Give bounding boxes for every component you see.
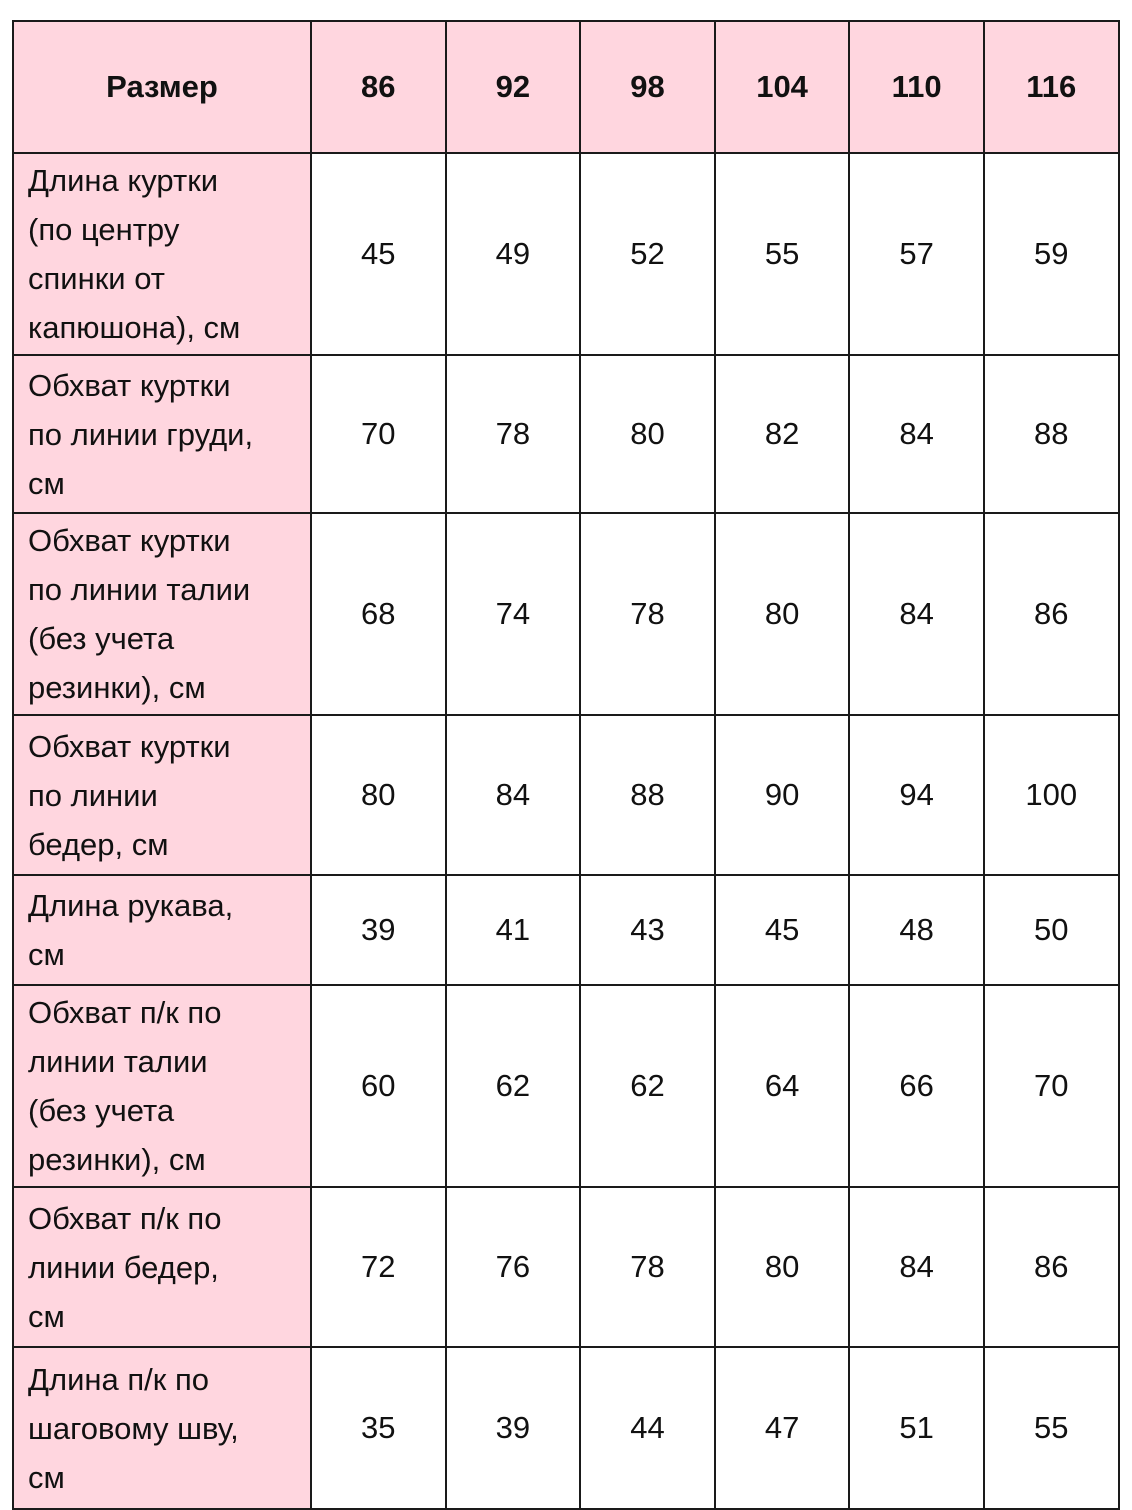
measurement-value: 49 xyxy=(446,153,581,355)
measurement-value: 62 xyxy=(580,985,715,1187)
measurement-value: 55 xyxy=(984,1347,1119,1509)
measurement-value: 82 xyxy=(715,355,850,513)
size-header-cell: 98 xyxy=(580,21,715,153)
table-row xyxy=(13,875,1119,985)
measurement-value: 90 xyxy=(715,715,850,875)
size-header-cell: 86 xyxy=(311,21,446,153)
measurement-value: 84 xyxy=(849,355,984,513)
size-header-cell: 110 xyxy=(849,21,984,153)
measurement-value: 43 xyxy=(580,875,715,985)
measurement-value: 88 xyxy=(580,715,715,875)
measurement-value: 70 xyxy=(984,985,1119,1187)
measurement-value: 60 xyxy=(311,985,446,1187)
measurement-value: 48 xyxy=(849,875,984,985)
measurement-value: 86 xyxy=(984,513,1119,715)
table-row xyxy=(13,1347,1119,1509)
measurement-value: 47 xyxy=(715,1347,850,1509)
measurement-value: 51 xyxy=(849,1347,984,1509)
measurement-value: 52 xyxy=(580,153,715,355)
measurement-value: 45 xyxy=(715,875,850,985)
measurement-value: 80 xyxy=(715,1187,850,1347)
measurement-value: 80 xyxy=(580,355,715,513)
table-row xyxy=(13,1187,1119,1347)
measurement-value: 100 xyxy=(984,715,1119,875)
measurement-value: 78 xyxy=(580,513,715,715)
measurement-value: 62 xyxy=(446,985,581,1187)
measurement-label: Обхват п/к по линии бедер, см xyxy=(13,1187,311,1347)
size-header-cell: 104 xyxy=(715,21,850,153)
measurement-value: 39 xyxy=(311,875,446,985)
measurement-value: 80 xyxy=(311,715,446,875)
measurement-value: 86 xyxy=(984,1187,1119,1347)
measurement-value: 76 xyxy=(446,1187,581,1347)
measurement-value: 84 xyxy=(849,1187,984,1347)
size-header-label: Размер xyxy=(13,21,311,153)
measurement-value: 74 xyxy=(446,513,581,715)
measurement-value: 64 xyxy=(715,985,850,1187)
measurement-label: Длина рукава, см xyxy=(13,875,311,985)
measurement-value: 45 xyxy=(311,153,446,355)
size-header-cell: 92 xyxy=(446,21,581,153)
table-row xyxy=(13,153,1119,355)
measurement-value: 41 xyxy=(446,875,581,985)
measurement-label: Обхват куртки по линии бедер, см xyxy=(13,715,311,875)
table-row xyxy=(13,355,1119,513)
table-row xyxy=(13,985,1119,1187)
measurement-value: 84 xyxy=(849,513,984,715)
size-header-cell: 116 xyxy=(984,21,1119,153)
measurement-value: 88 xyxy=(984,355,1119,513)
measurement-value: 80 xyxy=(715,513,850,715)
table-row xyxy=(13,715,1119,875)
measurement-label: Обхват куртки по линии талии (без учета резинки), см xyxy=(13,513,311,715)
measurement-value: 84 xyxy=(446,715,581,875)
measurement-value: 59 xyxy=(984,153,1119,355)
measurement-label: Обхват п/к по линии талии (без учета резинки), см xyxy=(13,985,311,1187)
measurement-label: Длина куртки (по центру спинки от капюшона), см xyxy=(13,153,311,355)
measurement-value: 35 xyxy=(311,1347,446,1509)
measurement-value: 78 xyxy=(580,1187,715,1347)
measurement-label: Длина п/к по шаговому шву, см xyxy=(13,1347,311,1509)
measurement-value: 72 xyxy=(311,1187,446,1347)
measurement-value: 78 xyxy=(446,355,581,513)
measurement-value: 68 xyxy=(311,513,446,715)
measurement-value: 94 xyxy=(849,715,984,875)
measurement-value: 66 xyxy=(849,985,984,1187)
table-row xyxy=(13,513,1119,715)
measurement-value: 55 xyxy=(715,153,850,355)
header-row xyxy=(13,21,1119,153)
measurement-label: Обхват куртки по линии груди, см xyxy=(13,355,311,513)
measurement-value: 39 xyxy=(446,1347,581,1509)
size-chart-table xyxy=(12,20,1120,1510)
measurement-value: 70 xyxy=(311,355,446,513)
measurement-value: 50 xyxy=(984,875,1119,985)
measurement-value: 44 xyxy=(580,1347,715,1509)
measurement-value: 57 xyxy=(849,153,984,355)
